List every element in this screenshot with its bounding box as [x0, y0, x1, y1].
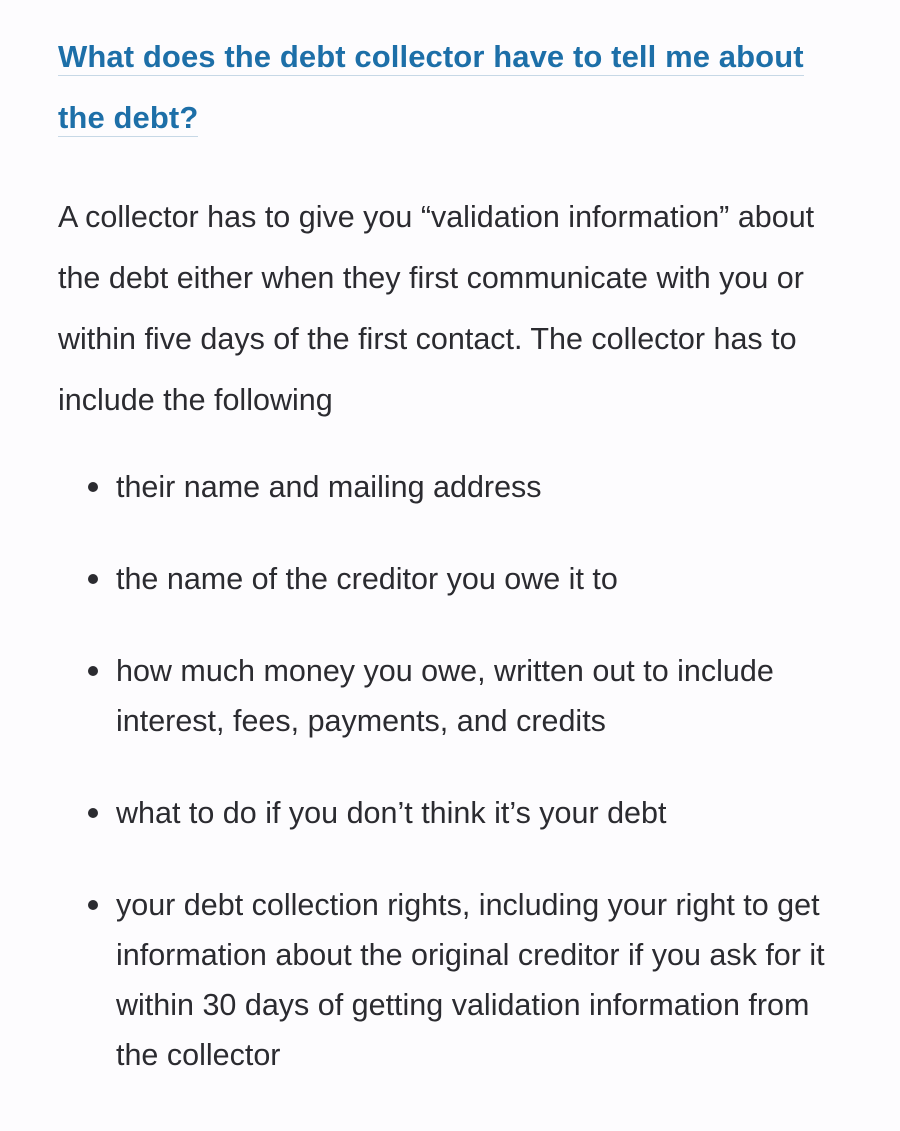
- list-item-text: what to do if you don’t think it’s your debt: [116, 796, 667, 830]
- list-item: [58, 462, 848, 512]
- list-item-text: the name of the creditor you owe it to: [116, 562, 618, 596]
- list-item-text: how much money you owe, written out to include interest, fees, payments, and credits: [116, 654, 774, 738]
- bullet-icon: [88, 666, 98, 676]
- list-item-text: your debt collection rights, including your right to get information about the original creditor if you ask for it within 30 days of getting validation information from the collector: [116, 888, 825, 1072]
- list-item: [58, 554, 848, 604]
- list-item: [58, 880, 848, 1080]
- list-item: [58, 788, 848, 838]
- list-item-text: their name and mailing address: [116, 470, 542, 504]
- intro-paragraph: A collector has to give you “validation information” about the debt either when they first communicate with you or within five days of the first contact. The collector has to include the following: [58, 200, 815, 417]
- list-item: [58, 646, 848, 746]
- bullet-icon: [88, 808, 98, 818]
- bullet-icon: [88, 482, 98, 492]
- bullet-icon: [88, 574, 98, 584]
- bullet-icon: [88, 900, 98, 910]
- question-heading-link-line-1[interactable]: What does the debt collector have to tell me about: [58, 39, 804, 74]
- validation-info-list: [58, 462, 848, 1080]
- question-heading-link-line-2[interactable]: the debt?: [58, 100, 199, 135]
- question-heading: [58, 26, 858, 148]
